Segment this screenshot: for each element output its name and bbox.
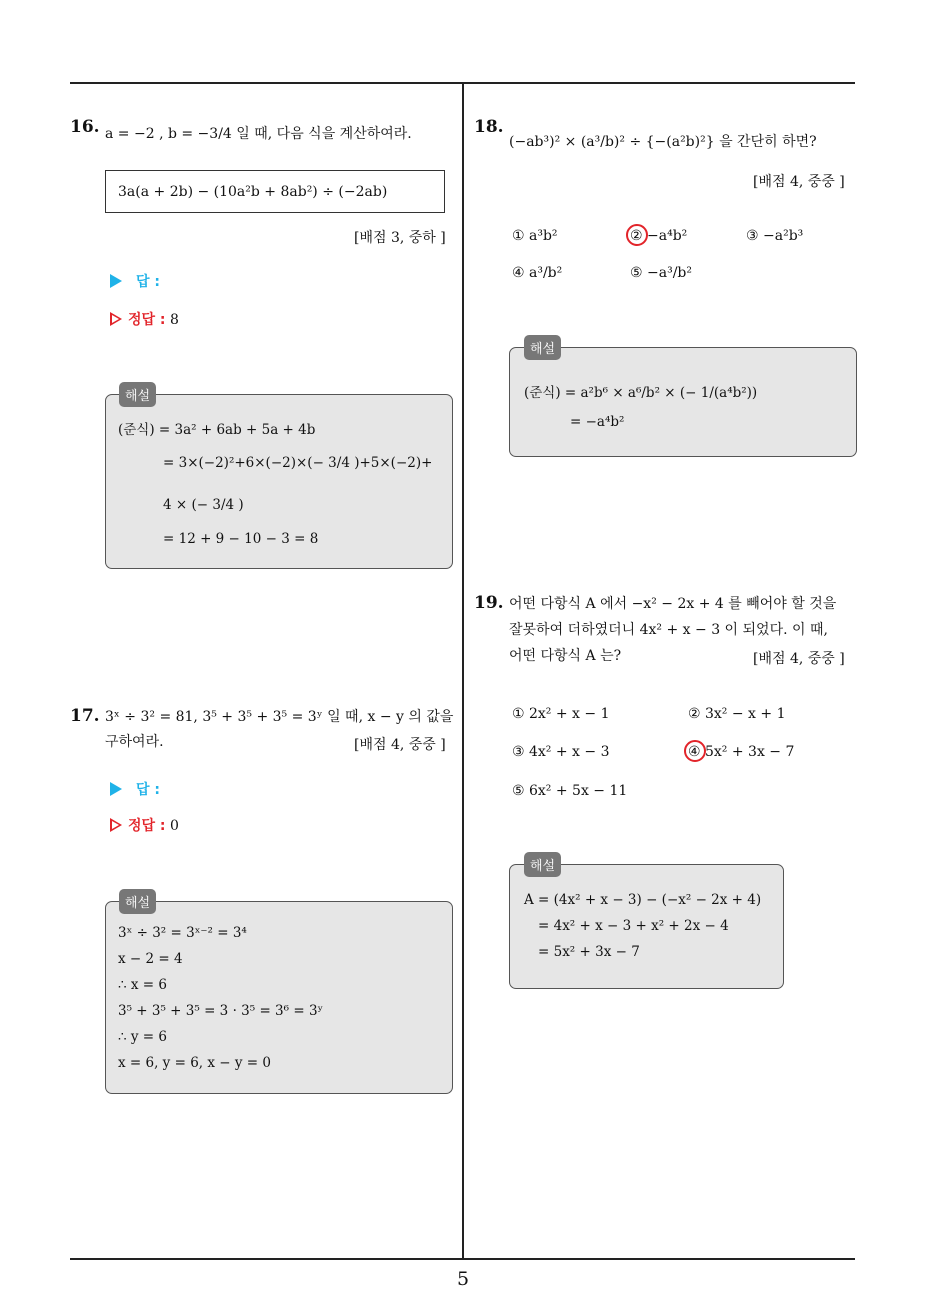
- solution-line: = 3×(−2)²+6×(−2)×(− 3/4 )+5×(−2)+: [163, 455, 433, 471]
- question-text-line: 어떤 다항식 A 는?: [509, 648, 622, 664]
- score-difficulty: [배점 4, 중중 ]: [753, 174, 845, 190]
- correct-answer: [110, 815, 179, 835]
- score-difficulty: [배점 3, 중하 ]: [354, 230, 446, 246]
- outline-triangle-icon: [110, 312, 122, 326]
- score-difficulty: [배점 4, 중중 ]: [753, 651, 845, 667]
- outline-triangle-icon: [110, 818, 122, 832]
- choice-1[interactable]: ① 2x² + x − 1: [512, 706, 610, 722]
- solution-tag: 해설: [524, 335, 561, 360]
- solution-line: ∴ y = 6: [118, 1029, 167, 1045]
- score-difficulty: [배점 4, 중중 ]: [354, 737, 446, 753]
- bottom-rule: [70, 1258, 855, 1260]
- correct-label: 정답 :: [128, 818, 166, 834]
- solution-line: A = (4x² + x − 3) − (−x² − 2x + 4): [524, 892, 762, 908]
- question-number: 19.: [474, 593, 504, 613]
- question-text: a = −2 , b = −3/4 일 때, 다음 식을 계산하여라.: [105, 126, 412, 142]
- solution-tag: 해설: [119, 889, 156, 914]
- correct-value: 8: [169, 312, 179, 328]
- solution-line: ∴ x = 6: [118, 977, 167, 993]
- selected-mark-icon: [684, 740, 706, 762]
- page-number: 5: [456, 1268, 470, 1290]
- answer-field[interactable]: [110, 271, 160, 291]
- solution-line: = −a⁴b²: [570, 414, 625, 430]
- choice-4[interactable]: ④ a³/b²: [512, 265, 563, 281]
- solution-line: x = 6, y = 6, x − y = 0: [118, 1055, 271, 1071]
- choice-1[interactable]: ① a³b²: [512, 228, 558, 244]
- choice-5[interactable]: ⑤ 6x² + 5x − 11: [512, 783, 628, 799]
- solution-line: = 12 + 9 − 10 − 3 = 8: [163, 531, 319, 547]
- choice-2[interactable]: ② 3x² − x + 1: [688, 706, 786, 722]
- solution-line: (준식) = a²b⁶ × a⁶/b² × (− 1/(a⁴b²)): [524, 385, 758, 401]
- choice-4[interactable]: ④ 5x² + 3x − 7: [688, 744, 795, 760]
- answer-field[interactable]: [110, 779, 160, 799]
- answer-label: 답 :: [136, 274, 160, 290]
- question-number: 17.: [70, 706, 100, 726]
- answer-label: 답 :: [136, 782, 160, 798]
- question-number: 18.: [474, 117, 504, 137]
- given-expression: 3a(a + 2b) − (10a²b + 8ab²) ÷ (−2ab): [105, 170, 445, 213]
- selected-mark-icon: [626, 224, 648, 246]
- correct-value: 0: [169, 818, 179, 834]
- question-number: 16.: [70, 117, 100, 137]
- question-text-line: 구하여라.: [105, 734, 164, 750]
- solution-line: 3⁵ + 3⁵ + 3⁵ = 3 · 3⁵ = 3⁶ = 3ʸ: [118, 1003, 324, 1019]
- question-text-line: 어떤 다항식 A 에서 −x² − 2x + 4 를 빼어야 할 것을: [509, 596, 837, 612]
- solution-line: 4 × (− 3/4 ): [163, 497, 244, 513]
- play-icon: [110, 782, 122, 796]
- question-text: (−ab³)² × (a³/b)² ÷ {−(a²b)²} 을 간단히 하면?: [509, 134, 817, 150]
- choice-3[interactable]: ③ 4x² + x − 3: [512, 744, 610, 760]
- choice-3[interactable]: ③ −a²b³: [746, 228, 804, 244]
- solution-line: = 4x² + x − 3 + x² + 2x − 4: [538, 918, 729, 934]
- solution-line: = 5x² + 3x − 7: [538, 944, 640, 960]
- choice-2[interactable]: ② −a⁴b²: [630, 228, 688, 244]
- question-text-line: 잘못하여 더하였더니 4x² + x − 3 이 되었다. 이 때,: [509, 622, 828, 638]
- solution-line: (준식) = 3a² + 6ab + 5a + 4b: [118, 422, 316, 438]
- question-text-line: 3ˣ ÷ 3² = 81, 3⁵ + 3⁵ + 3⁵ = 3ʸ 일 때, x − y 의 값을: [105, 709, 454, 725]
- solution-line: 3ˣ ÷ 3² = 3ˣ⁻² = 3⁴: [118, 925, 247, 941]
- column-divider: [462, 83, 464, 1259]
- play-icon: [110, 274, 122, 288]
- solution-tag: 해설: [524, 852, 561, 877]
- correct-answer: [110, 309, 179, 329]
- correct-label: 정답 :: [128, 312, 166, 328]
- solution-line: x − 2 = 4: [118, 951, 183, 967]
- solution-tag: 해설: [119, 382, 156, 407]
- choice-5[interactable]: ⑤ −a³/b²: [630, 265, 692, 281]
- solution-box: [509, 347, 857, 457]
